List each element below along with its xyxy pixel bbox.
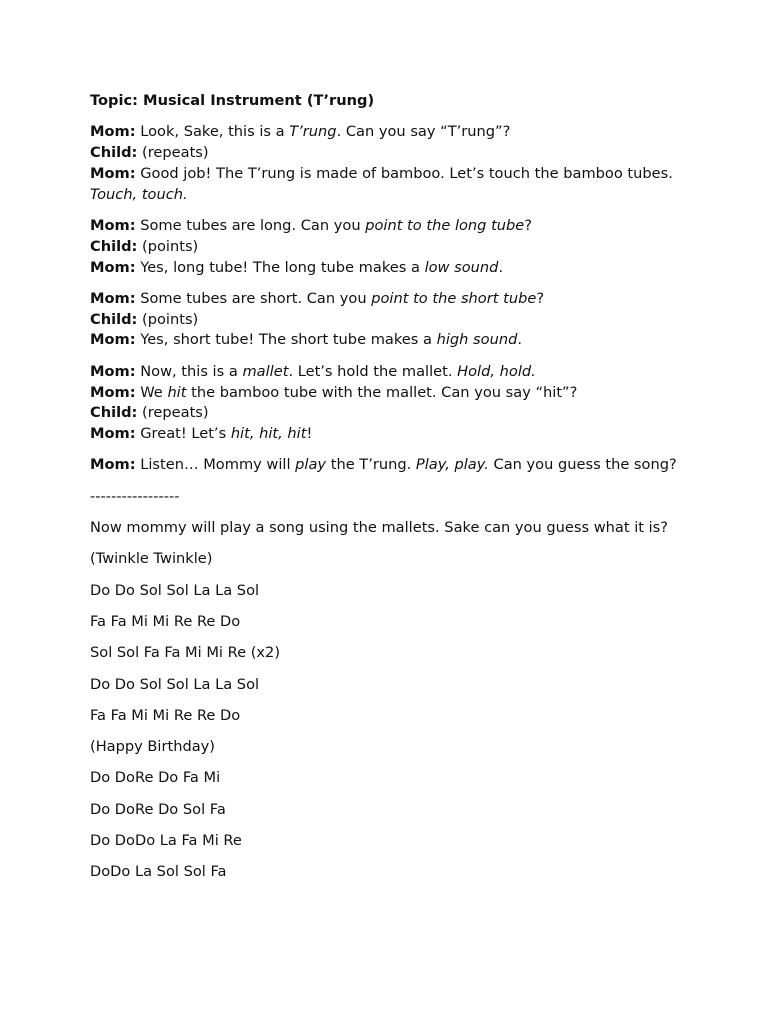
dialogue-line [90,403,680,424]
dialogue-text: We [135,383,168,401]
song-notes-section [90,518,680,883]
emphasis-text: hit [167,383,187,401]
dialogue-text: Now, this is a [135,362,243,380]
emphasis-text: Hold, hold. [457,362,536,380]
speaker-label: Mom: [90,123,136,141]
song-line: Do Do Sol Sol La La Sol [90,675,260,693]
speaker-label: Mom: [90,164,136,182]
song-line: Do Do Sol Sol La La Sol [90,581,260,599]
emphasis-text: point to the short tube [371,289,537,307]
dialogue-line [90,237,680,258]
dialogue-block [90,216,680,278]
dialogue-block [90,289,680,351]
song-line: Do DoRe Do Fa Mi [90,769,221,787]
dialogue-text: Look, Sake, this is a [135,123,290,141]
speaker-label: Child: [90,144,138,162]
song-line: Do DoRe Do Sol Fa [90,800,226,818]
song-line: Do DoDo La Fa Mi Re [90,832,242,850]
dialogue-text: ? [536,289,545,307]
song-line: DoDo La Sol Sol Fa [90,863,227,881]
dialogue-line [90,164,680,206]
song-line: (Twinkle Twinkle) [90,550,213,568]
page-title: Topic: Musical Instrument (T’rung) [90,92,375,109]
dialogue-text: the T’rung. [326,456,416,474]
song-line: Fa Fa Mi Mi Re Re Do [90,706,241,724]
dialogue-line [90,216,680,237]
speaker-label: Mom: [90,425,136,443]
dialogue-text: . Can you say “T’rung”? [336,123,511,141]
dialogue-line [90,258,680,279]
emphasis-text: mallet [242,362,289,380]
dialogue-text: (points) [137,310,199,328]
dialogue-text: (points) [137,237,199,255]
song-line: Sol Sol Fa Fa Mi Mi Re (x2) [90,644,281,662]
document-page [90,91,680,894]
emphasis-text: Play, play. [415,456,489,474]
emphasis-text: hit, hit, hit [230,425,307,443]
dialogue-text: Great! Let’s [135,425,231,443]
dialogue-text: (repeats) [137,404,209,422]
speaker-label: Mom: [90,331,136,349]
dialogue-text: ? [524,216,533,234]
emphasis-text: low sound [424,258,499,276]
divider-line: ----------------- [90,487,180,505]
dialogue-line [90,143,680,164]
dialogue-text: (repeats) [137,144,209,162]
speaker-label: Mom: [90,456,136,474]
dialogue-line [90,122,680,143]
dialogue-section [90,122,680,476]
dialogue-text: Can you guess the song? [488,456,677,474]
dialogue-line [90,424,680,445]
dialogue-text: Yes, short tube! The short tube makes a [135,331,437,349]
dialogue-block [90,362,680,445]
speaker-label: Mom: [90,258,136,276]
speaker-label: Mom: [90,362,136,380]
dialogue-text: Yes, long tube! The long tube makes a [135,258,425,276]
dialogue-text: . Let’s hold the mallet. [288,362,458,380]
emphasis-text: T’rung [289,123,337,141]
dialogue-line [90,455,680,476]
dialogue-line [90,383,680,404]
dialogue-text: . [517,331,522,349]
emphasis-text: high sound [436,331,518,349]
dialogue-line [90,310,680,331]
speaker-label: Child: [90,404,138,422]
dialogue-text: Some tubes are short. Can you [135,289,372,307]
song-line: Fa Fa Mi Mi Re Re Do [90,612,241,630]
speaker-label: Mom: [90,289,136,307]
speaker-label: Mom: [90,216,136,234]
dialogue-text: Listen… Mommy will [135,456,296,474]
speaker-label: Child: [90,237,138,255]
speaker-label: Mom: [90,383,136,401]
dialogue-block [90,455,680,476]
dialogue-line [90,362,680,383]
intro-paragraph: Now mommy will play a song using the mallets. Sake can you guess what it is? [90,519,669,537]
song-line: (Happy Birthday) [90,738,215,756]
dialogue-line [90,289,680,310]
dialogue-text: the bamboo tube with the mallet. Can you say “hit”? [186,383,578,401]
dialogue-text: . [498,258,504,276]
dialogue-block [90,122,680,205]
dialogue-text: Good job! The T’rung is made of bamboo. Let’s touch the bamboo tubes. [135,164,673,182]
speaker-label: Child: [90,310,138,328]
dialogue-line [90,330,680,351]
emphasis-text: point to the long tube [365,216,525,234]
dialogue-text: ! [306,425,313,443]
dialogue-text: Some tubes are long. Can you [135,216,366,234]
emphasis-text: play [295,456,327,474]
emphasis-text: Touch, touch. [90,185,188,203]
